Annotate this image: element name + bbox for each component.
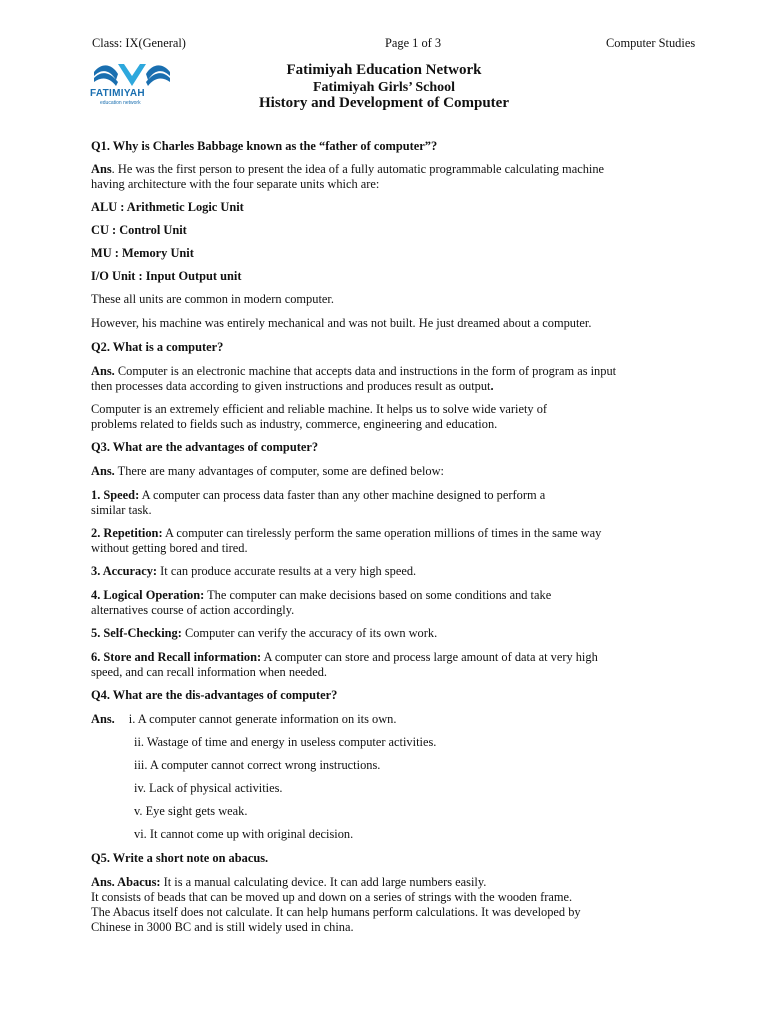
advantage-text: Computer can verify the accuracy of its own work. — [181, 626, 438, 640]
advantage-accuracy — [91, 564, 731, 579]
network-title: Fatimiyah Education Network — [286, 62, 482, 78]
question-2: Q2. What is a computer? — [91, 340, 224, 354]
advantage-text: A computer can process data faster than any other machine designed to perform a — [139, 488, 546, 502]
advantage-label: 3. Accuracy: — [91, 564, 158, 578]
answer-5-line4: Chinese in 3000 BC and is still widely used in china. — [91, 920, 354, 934]
school-title: Fatimiyah Girls’ School — [312, 80, 456, 95]
answer-5-line3: The Abacus itself does not calculate. It can help humans perform calculations. It was developed by — [91, 905, 581, 919]
advantage-store-recall — [91, 650, 731, 665]
logo-wordmark: FATIMIYAH — [90, 88, 145, 99]
answer-text: Computer is an electronic machine that accepts data and instructions in the form of program as input — [114, 364, 617, 378]
advantage-text: The computer can make decisions based on some conditions and take — [204, 588, 552, 602]
answer-4 — [91, 712, 731, 727]
answer-label: Ans. Abacus: — [91, 875, 161, 889]
disadvantage-item: ii. Wastage of time and energy in useless computer activities. — [134, 735, 437, 749]
unit-cu: CU : Control Unit — [91, 223, 187, 237]
disadvantage-item: vi. It cannot come up with original decision. — [134, 827, 354, 841]
answer-2-line2 — [91, 379, 731, 394]
page-number: Page 1 of 3 — [385, 36, 442, 50]
answer-label: Ans — [91, 162, 112, 176]
answer-2 — [91, 364, 731, 379]
advantage-store-recall-line2: speed, and can recall information when needed. — [91, 665, 328, 679]
answer-text: . He was the first person to present the idea of a fully automatic programmable calculating machine — [111, 162, 605, 176]
unit-mu: MU : Memory Unit — [91, 246, 194, 260]
document-body — [91, 139, 731, 935]
disadvantage-item: i. A computer cannot generate information on its own. — [128, 712, 397, 726]
advantage-text: A computer can store and process large amount of data at very high — [261, 650, 598, 664]
answer-3 — [91, 464, 731, 479]
advantage-speed — [91, 488, 731, 503]
advantage-text: A computer can tirelessly perform the same operation millions of times in the same way — [162, 526, 602, 540]
class-label: Class: IX(General) — [92, 36, 186, 50]
disadvantage-item: iv. Lack of physical activities. — [134, 781, 283, 795]
disadvantage-item: iii. A computer cannot correct wrong instructions. — [134, 758, 381, 772]
advantage-logical-line2: alternatives course of action accordingly. — [91, 603, 295, 617]
unit-io: I/O Unit : Input Output unit — [91, 269, 242, 283]
advantage-repetition — [91, 526, 731, 541]
q2-para-line2: problems related to fields such as industry, commerce, engineering and education. — [91, 417, 498, 431]
answer-text: There are many advantages of computer, some are defined below: — [114, 464, 444, 478]
unit-alu: ALU : Arithmetic Logic Unit — [91, 200, 244, 214]
q2-para-line1: Computer is an extremely efficient and reliable machine. It helps us to solve wide variety of — [91, 402, 548, 416]
advantage-speed-line2: similar task. — [91, 503, 152, 517]
answer-text: It is a manual calculating device. It can add large numbers easily. — [160, 875, 487, 889]
advantage-logical — [91, 588, 731, 603]
advantage-label: 5. Self-Checking: — [91, 626, 182, 640]
advantage-label: 6. Store and Recall information: — [91, 650, 262, 664]
question-3: Q3. What are the advantages of computer? — [91, 440, 319, 454]
advantage-repetition-line2: without getting bored and tired. — [91, 541, 248, 555]
disadvantage-item: v. Eye sight gets weak. — [134, 804, 248, 818]
document-title: History and Development of Computer — [259, 95, 509, 111]
subject-label: Computer Studies — [606, 36, 696, 50]
advantage-label: 1. Speed: — [91, 488, 140, 502]
page-header — [0, 36, 768, 52]
answer-label: Ans. — [91, 712, 115, 726]
question-4: Q4. What are the dis-advantages of computer? — [91, 688, 338, 702]
answer-label: Ans. — [91, 364, 115, 378]
advantage-text: It can produce accurate results at a very high speed. — [157, 564, 417, 578]
q1-note-2: However, his machine was entirely mechanical and was not built. He just dreamed about a computer. — [91, 316, 592, 330]
answer-period: . — [490, 379, 494, 393]
advantage-self-checking — [91, 626, 731, 641]
answer-label: Ans. — [91, 464, 115, 478]
answer-1 — [91, 162, 731, 177]
advantage-label: 4. Logical Operation: — [91, 588, 205, 602]
advantage-label: 2. Repetition: — [91, 526, 163, 540]
answer-text: then processes data according to given instructions and produces result as output — [91, 379, 491, 393]
question-5: Q5. Write a short note on abacus. — [91, 851, 269, 865]
logo-tagline: education network — [100, 100, 141, 106]
answer-5-line2: It consists of beads that can be moved up and down on a series of strings with the wooden frame. — [91, 890, 573, 904]
answer-1-line2: having architecture with the four separate units which are: — [91, 177, 380, 191]
answer-5 — [91, 875, 731, 890]
question-1: Q1. Why is Charles Babbage known as the “father of computer”? — [91, 139, 438, 153]
q1-note-1: These all units are common in modern computer. — [91, 292, 334, 306]
